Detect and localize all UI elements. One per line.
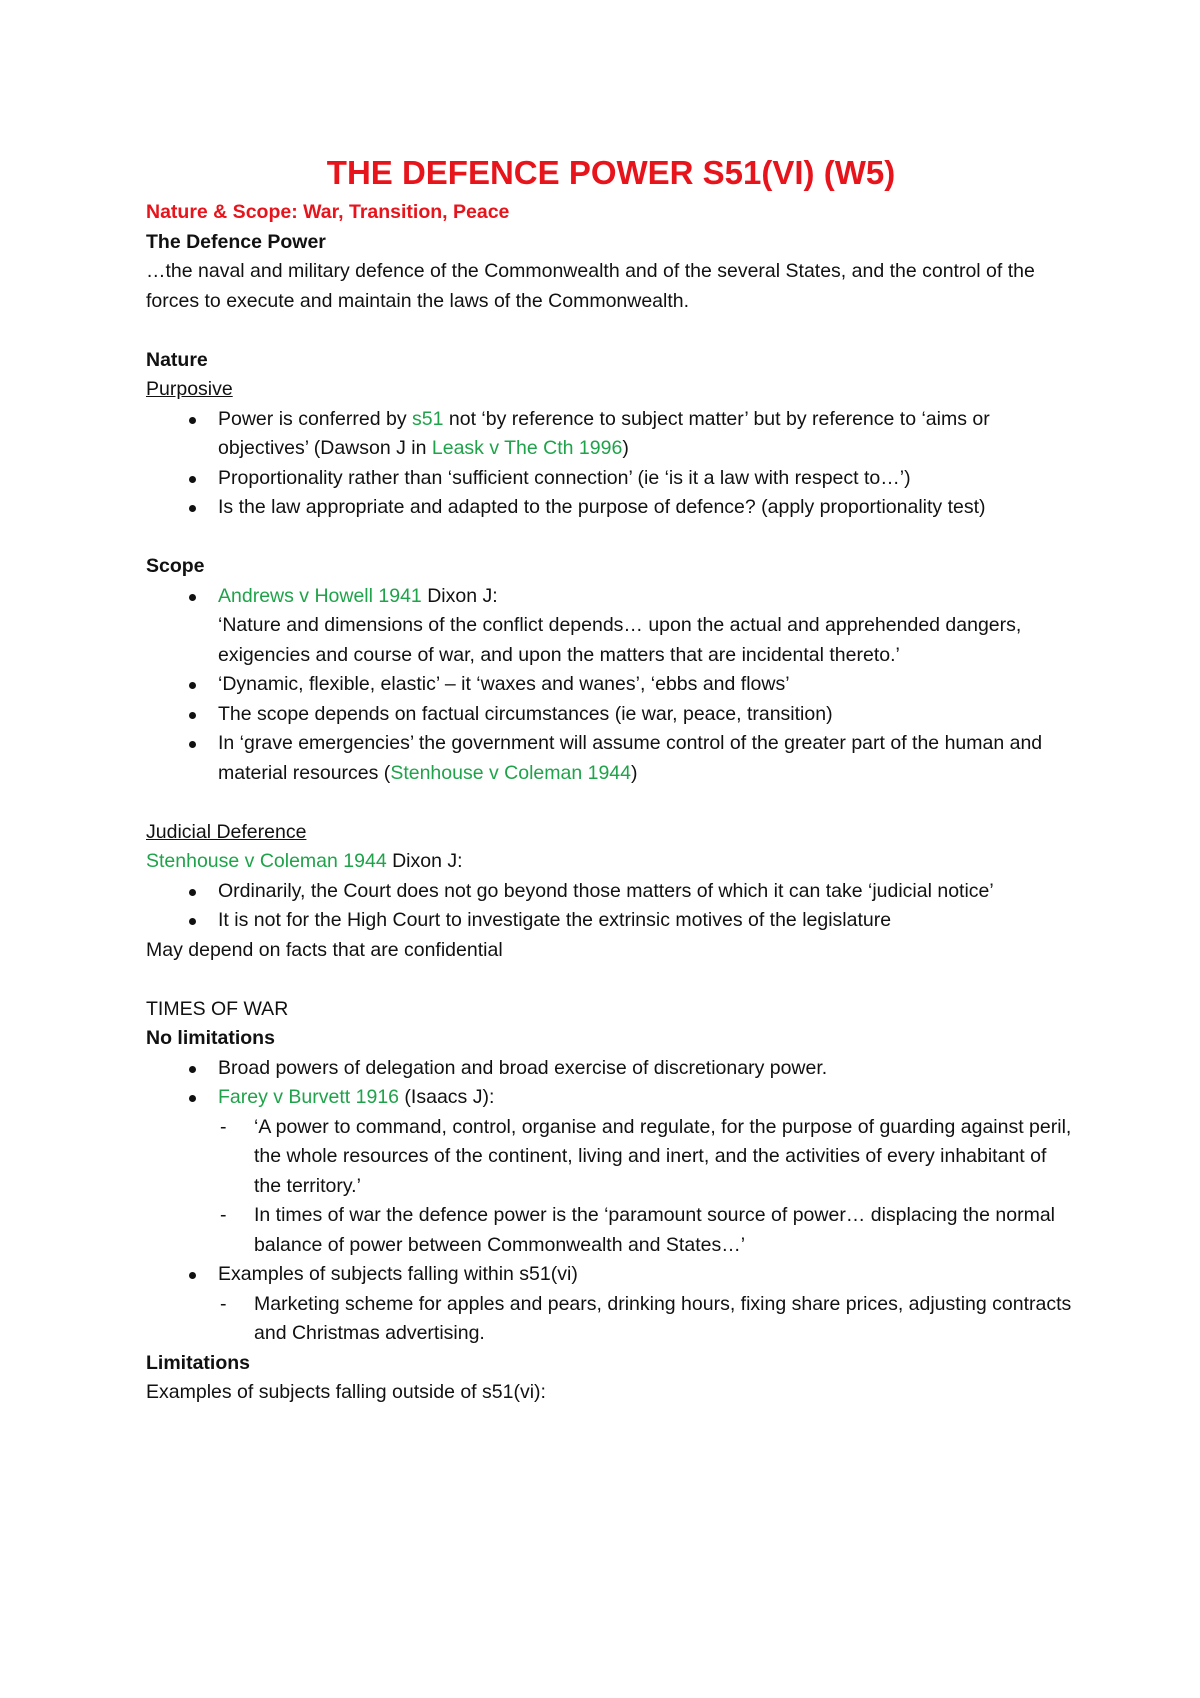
spacer: [146, 788, 1076, 818]
case-reference: Farey v Burvett 1916: [218, 1086, 400, 1108]
case-reference: Stenhouse v Coleman 1944: [390, 761, 631, 784]
limitations-heading: Limitations: [146, 1351, 251, 1374]
subtitle: Nature & Scope: War, Transition, Peace: [146, 201, 510, 223]
spacer: [146, 316, 1076, 346]
list-item: ‘Dynamic, flexible, elastic’ – it ‘waxes and wanes’, ‘ebbs and flows’: [218, 670, 1076, 700]
list-item: Broad powers of delegation and broad exercise of discretionary power.: [218, 1054, 1076, 1084]
list-item: In ‘grave emergencies’ the government will assume control of the greater part of the human and material resources (Stenhouse v Coleman 1944): [218, 729, 1076, 788]
case-reference: Andrews v Howell 1941: [218, 584, 422, 607]
list-item: Farey v Burvett 1916 (Isaacs J): - ‘A power to command, control, organise and regulate, for the purpose of guarding against peril, the whole resources of the continent, living and inert, and the activities of every inhabitant of the territory.’ - In times of war the defence power is the ‘paramount source of power… displacing the normal balance of power between Commonwealth and States…’: [218, 1083, 1076, 1260]
case-reference: Leask v The Cth 1996: [431, 437, 623, 459]
deference-note: May depend on facts that are confidential: [146, 938, 503, 961]
sub-list-item: - ‘A power to command, control, organise and regulate, for the purpose of guarding against peril, the whole resources of the continent, living and inert, and the activities of every inhabitant of the territory.’: [254, 1113, 1076, 1202]
limitations-text: Examples of subjects falling outside of s51(vi):: [146, 1381, 546, 1403]
nature-list: [146, 405, 1076, 523]
spacer: [146, 523, 1076, 553]
scope-list: [146, 582, 1076, 789]
list-item: Examples of subjects falling within s51(vi) - Marketing scheme for apples and pears, drinking hours, fixing share prices, adjusting contracts and Christmas advertising.: [218, 1260, 1076, 1349]
sub-list-item: - In times of war the defence power is the ‘paramount source of power… displacing the normal balance of power between Commonwealth and States…’: [254, 1201, 1076, 1260]
sub-list-item: - Marketing scheme for apples and pears, drinking hours, fixing share prices, adjusting contracts and Christmas advertising.: [254, 1290, 1076, 1349]
times-of-war-heading: TIMES OF WAR: [146, 997, 289, 1020]
list-item: Ordinarily, the Court does not go beyond those matters of which it can take ‘judicial notice’: [218, 877, 1076, 907]
list-item: Power is conferred by s51 not ‘by reference to subject matter’ but by reference to ‘aims or objectives’ (Dawson J in Leask v The Cth 1996): [218, 405, 1076, 464]
nature-heading: Nature: [146, 348, 208, 371]
no-limitations-heading: No limitations: [146, 1027, 275, 1049]
quote: ‘Nature and dimensions of the conflict depends… upon the actual and apprehended dangers, exigencies and course of war, and upon the matters that are incidental thereto.’: [218, 614, 1022, 666]
sub-list: [218, 1113, 1076, 1261]
spacer: [146, 965, 1076, 995]
case-reference: Stenhouse v Coleman 1944: [146, 850, 387, 872]
list-item: Andrews v Howell 1941 Dixon J: ‘Nature and dimensions of the conflict depends… upon the actual and apprehended dangers, exigencies and course of war, and upon the matters that are incidental thereto.’: [218, 582, 1076, 671]
deference-list: [146, 877, 1076, 936]
list-item: The scope depends on factual circumstances (ie war, peace, transition): [218, 700, 1076, 730]
deference-case-line: Stenhouse v Coleman 1944 Dixon J:: [146, 850, 463, 872]
list-item: It is not for the High Court to investigate the extrinsic motives of the legislature: [218, 906, 1076, 936]
document-body: [146, 150, 1076, 1408]
judicial-deference-heading: Judicial Deference: [146, 820, 307, 843]
list-item: Is the law appropriate and adapted to the purpose of defence? (apply proportionality test): [218, 493, 1076, 523]
page-title: THE DEFENCE POWER S51(VI) (W5): [326, 154, 896, 191]
intro-heading: The Defence Power: [146, 230, 326, 253]
war-list: [146, 1054, 1076, 1349]
case-reference: s51: [412, 407, 444, 430]
scope-heading: Scope: [146, 555, 205, 577]
purposive-subheading: Purposive: [146, 378, 233, 400]
intro-text: …the naval and military defence of the Commonwealth and of the several States, and the control of the forces to execute and maintain the laws of the Commonwealth.: [146, 260, 1035, 312]
list-item: Proportionality rather than ‘sufficient connection’ (ie ‘is it a law with respect to…’): [218, 464, 1076, 494]
sub-list: [218, 1290, 1076, 1349]
